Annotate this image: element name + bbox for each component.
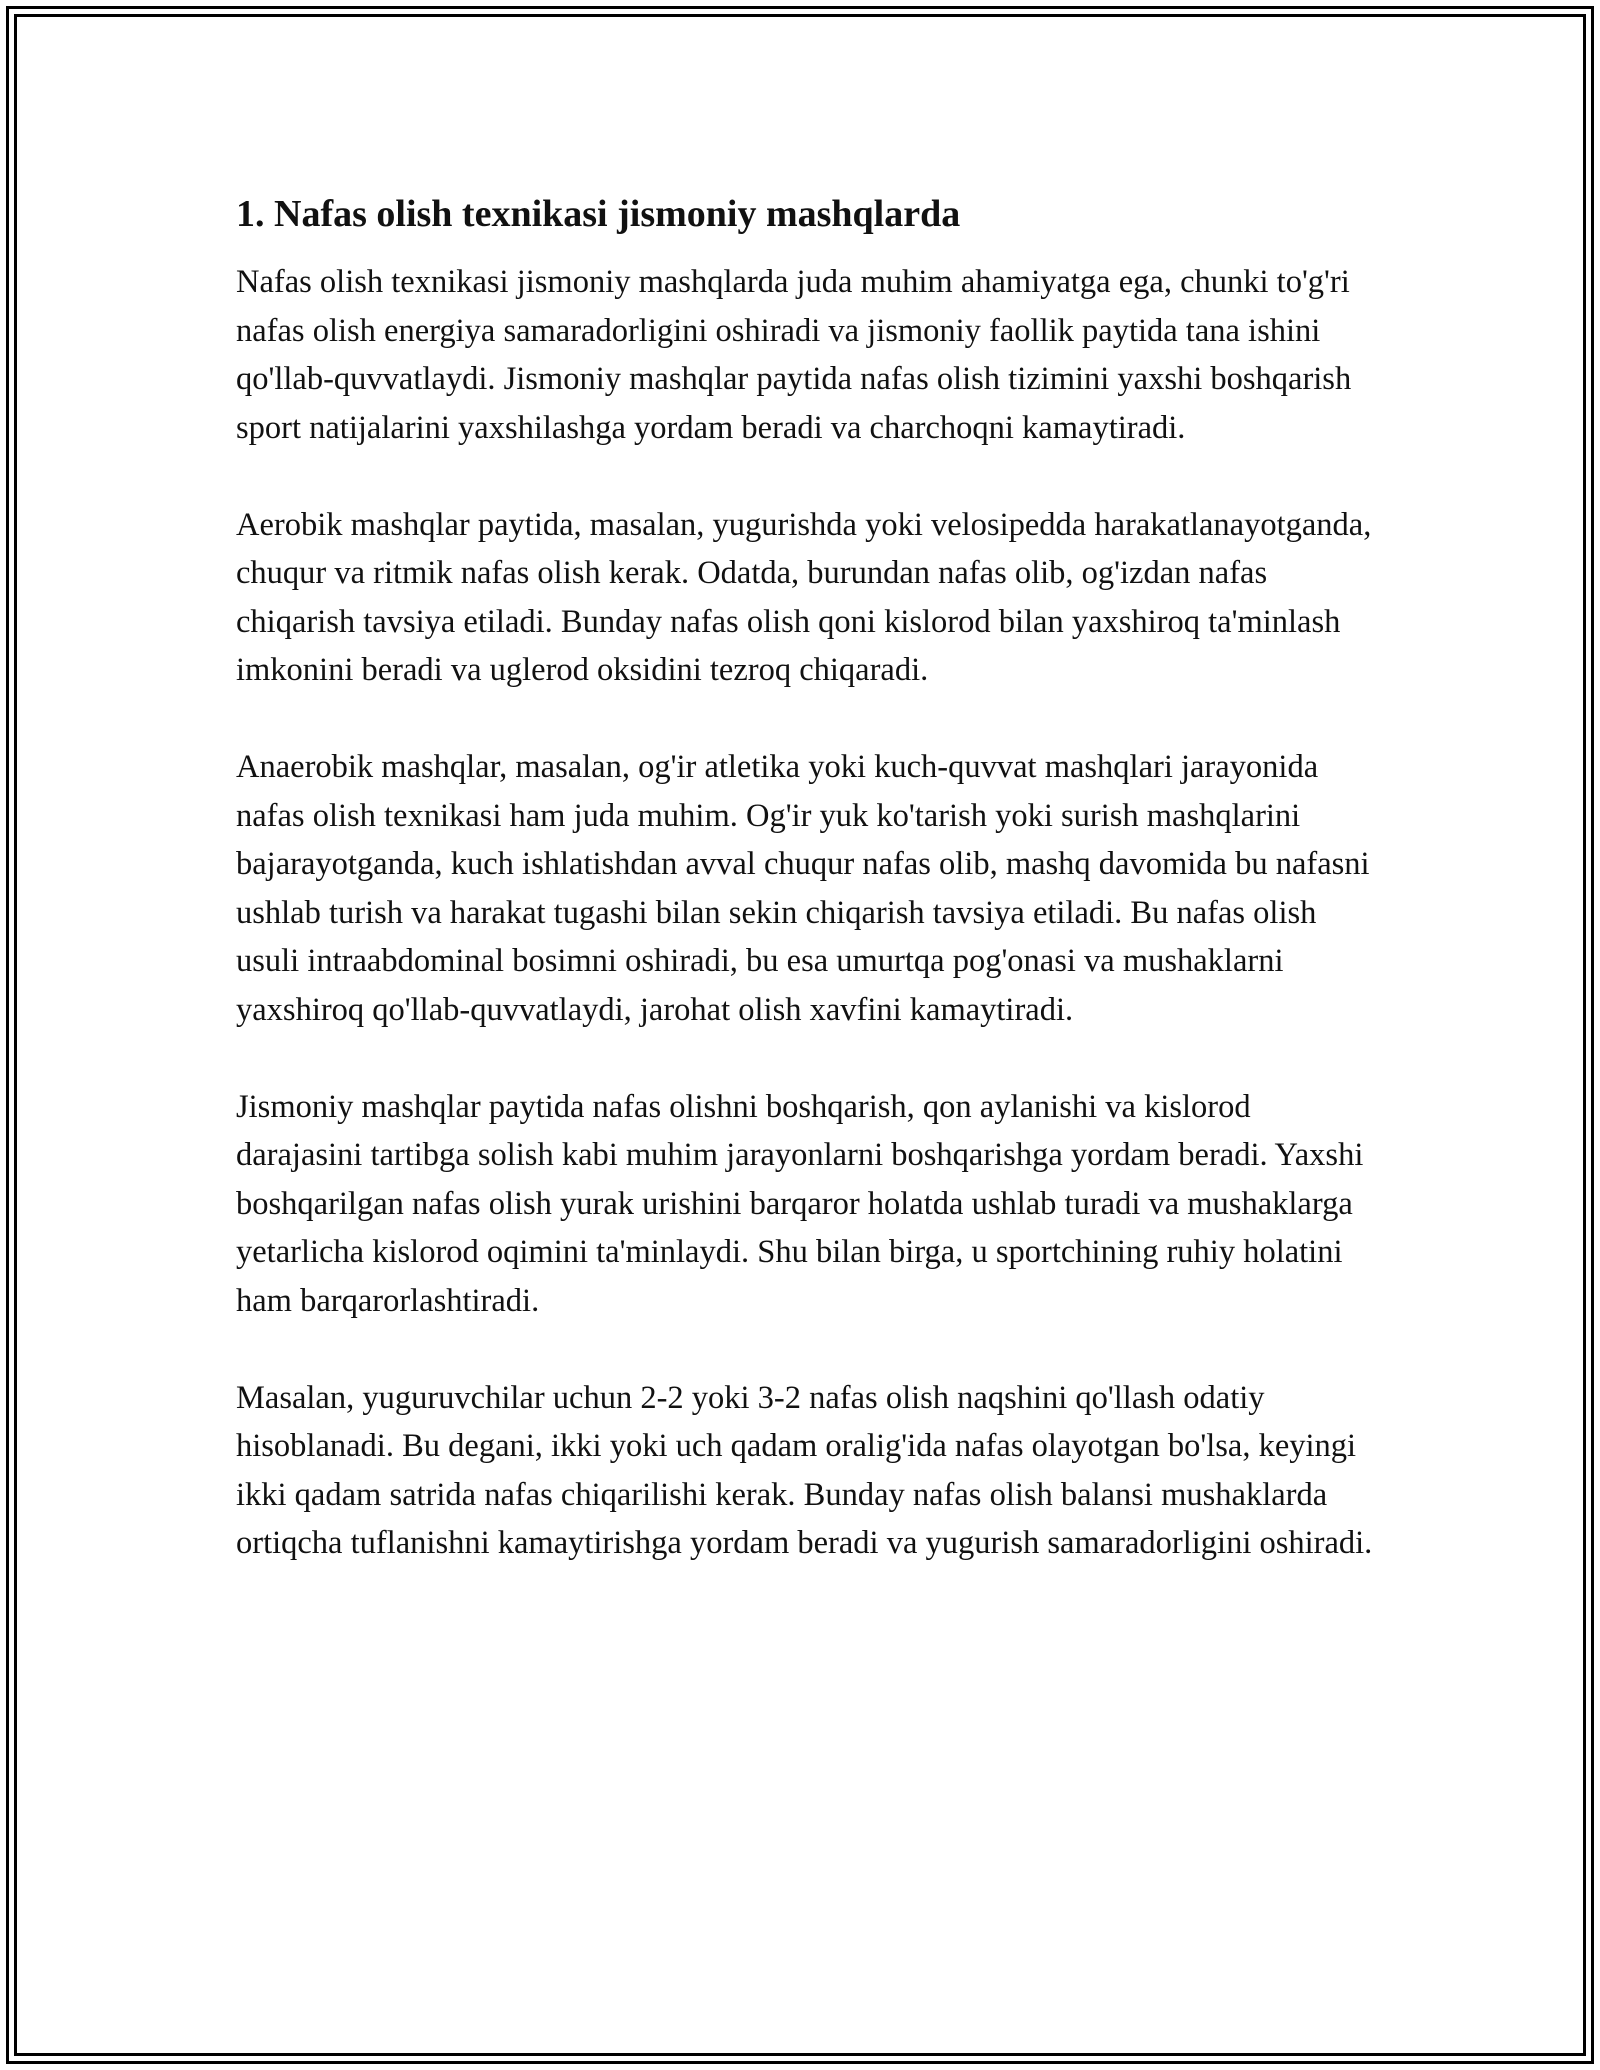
paragraph: Nafas olish texnikasi jismoniy mashqlarda juda muhim ahamiyatga ega, chunki to'g'ri nafas olish energiya samaradorligini oshiradi va jismoniy faollik paytida tana ishini qo'llab-quvvatlaydi. Jismoniy mashqlar paytida nafas olish tizimini yaxshi boshqarish sport natijalarini yaxshilashga yordam beradi va charchoqni kamaytiradi. xyxy=(236,264,1352,446)
paragraph: Masalan, yuguruvchilar uchun 2-2 yoki 3-2 nafas olish naqshini qo'llash odatiy hisoblanadi. Bu degani, ikki yoki uch qadam oralig'ida nafas olayotgan bo'lsa, keyingi ikki qadam satrida nafas chiqarilishi kerak. Bunday nafas olish balansi mushaklarda ortiqcha tuflanishni kamaytirishga yordam beradi va yugurish samaradorligini oshiradi. xyxy=(236,1379,1373,1561)
document-body xyxy=(236,188,1376,1616)
section-title: 1. Nafas olish texnikasi jismoniy mashqlarda xyxy=(236,193,961,235)
paragraph: Aerobik mashqlar paytida, masalan, yugurishda yoki velosipedda harakatlanayotganda, chuqur va ritmik nafas olish kerak. Odatda, burundan nafas olib, og'izdan nafas chiqarish tavsiya etiladi. Bunday nafas olish qoni kislorod bilan yaxshiroq ta'minlash imkonini beradi va uglerod oksidini tezroq chiqaradi. xyxy=(236,506,1372,688)
paragraph: Anaerobik mashqlar, masalan, og'ir atletika yoki kuch-quvvat mashqlari jarayonida nafas olish texnikasi ham juda muhim. Og'ir yuk ko'tarish yoki surish mashqlarini bajarayotganda, kuch ishlatishdan avval chuqur nafas olib, mashq davomida bu nafasni ushlab turish va harakat tugashi bilan sekin chiqarish tavsiya etiladi. Bu nafas olish usuli intraabdominal bosimni oshiradi, bu esa umurtqa pog'onasi va mushaklarni yaxshiroq qo'llab-quvvatlaydi, jarohat olish xavfini kamaytiradi. xyxy=(236,749,1370,1028)
paragraph: Jismoniy mashqlar paytida nafas olishni boshqarish, qon aylanishi va kislorod darajasini tartibga solish kabi muhim jarayonlarni boshqarishga yordam beradi. Yaxshi boshqarilgan nafas olish yurak urishini barqaror holatda ushlab turadi va mushaklarga yetarlicha kislorod oqimini ta'minlaydi. Shu bilan birga, u sportchining ruhiy holatini ham barqarorlashtiradi. xyxy=(236,1088,1364,1319)
